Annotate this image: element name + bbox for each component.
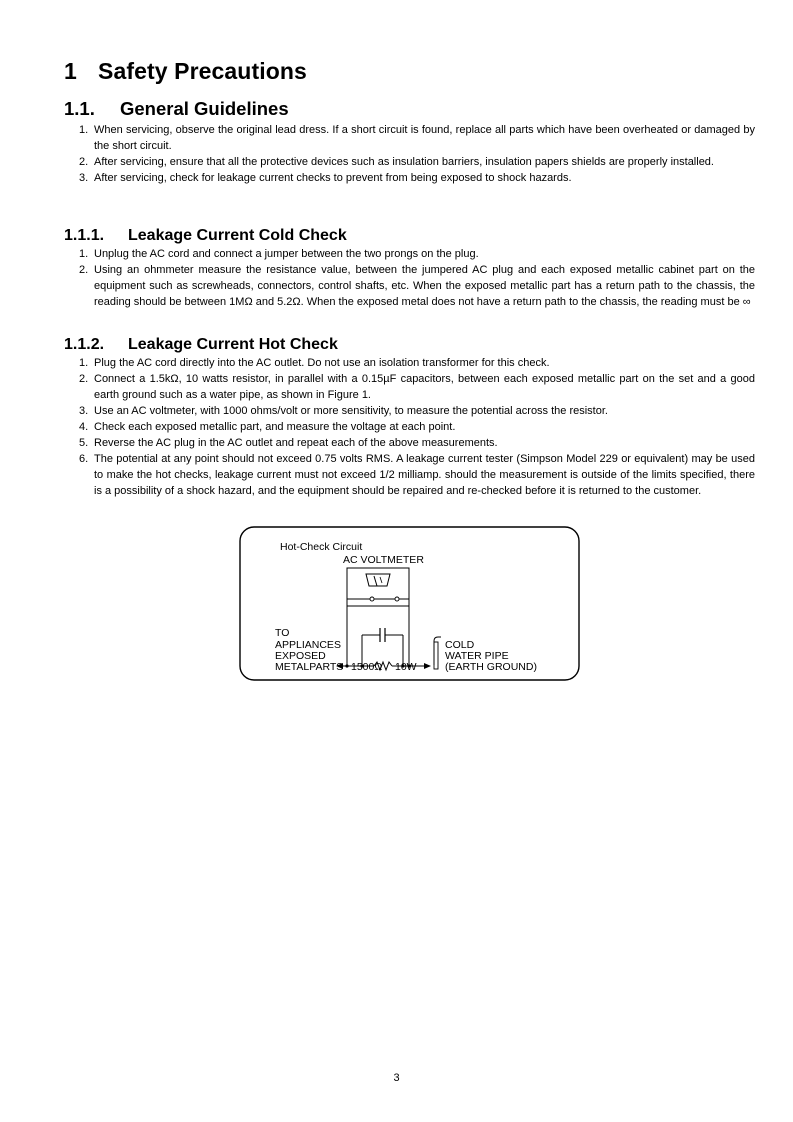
list-item: 5. Reverse the AC plug in the AC outlet and repeat each of the above measurements. bbox=[79, 437, 498, 449]
list-item: 6. The potential at any point should not exceed 0.75 volts RMS. A leakage current tester (Simpson Model 229 or equivalent) may be used to make the hot checks, leakage current must not exceed 1/2 milliamp. should the measurement is outside of the limits specified, there is a possibility of a shock hazard, and the equipment should be repaired and re-checked before it is returned to the customer. bbox=[79, 453, 755, 497]
cold-number: 1.1.1. bbox=[64, 227, 105, 244]
diagram-title: Hot-Check Circuit bbox=[280, 541, 363, 553]
general-guidelines-list bbox=[64, 122, 755, 186]
list-item: 2. Connect a 1.5kΩ, 10 watts resistor, in parallel with a 0.15µF capacitors, between each exposed metallic part on the set and a good earth ground such as a water pipe, as shown in Figure 1. bbox=[79, 373, 755, 401]
left-label-line-4: METALPARTS bbox=[275, 661, 344, 673]
general-guidelines-heading bbox=[64, 98, 289, 120]
left-label-line-2: APPLIANCES bbox=[275, 639, 341, 651]
cold-check-heading bbox=[64, 227, 347, 245]
right-label-line-3: (EARTH GROUND) bbox=[445, 661, 537, 673]
list-item: 2. Using an ohmmeter measure the resistance value, between the jumpered AC plug and each exposed metallic cabinet part on the equipment such as screwheads, connectors, control shafts, etc. When the exposed metallic part has a return path to the chassis, the reading should be between 1MΩ and 5.2Ω. When the exposed metal does not have a return path to the chassis, the reading must be ∞ bbox=[79, 264, 755, 308]
ground-probe-icon bbox=[434, 637, 441, 669]
right-arrow-icon bbox=[424, 663, 431, 669]
hot-check-heading bbox=[64, 336, 338, 354]
list-item: 4. Check each exposed metallic part, and measure the voltage at each point. bbox=[79, 421, 456, 433]
section-title: Safety Precautions bbox=[98, 58, 307, 84]
list-item: 1. When servicing, observe the original lead dress. If a short circuit is found, replace all parts which have been overheated or damaged by the short circuit. bbox=[79, 124, 755, 152]
meter-terminal-left bbox=[370, 597, 374, 601]
list-item: 2. After servicing, ensure that all the protective devices such as insulation barriers, insulation papers shields are properly installed. bbox=[79, 156, 714, 168]
right-label-line-2: WATER PIPE bbox=[445, 650, 509, 662]
resistor-value: 1500Ω bbox=[351, 661, 383, 673]
general-title: General Guidelines bbox=[120, 98, 289, 119]
left-label-line-3: EXPOSED bbox=[275, 650, 326, 662]
hot-title: Leakage Current Hot Check bbox=[128, 336, 338, 353]
list-item: 3. Use an AC voltmeter, with 1000 ohms/volt or more sensitivity, to measure the potential across the resistor. bbox=[79, 405, 608, 417]
meter-terminal-right bbox=[395, 597, 399, 601]
page-number: 3 bbox=[393, 1072, 400, 1084]
section-heading bbox=[64, 58, 307, 85]
hot-number: 1.1.2. bbox=[64, 336, 105, 353]
section-number: 1 bbox=[64, 58, 77, 84]
voltmeter-label: AC VOLTMETER bbox=[343, 554, 424, 566]
list-item: 1. Plug the AC cord directly into the AC outlet. Do not use an isolation transformer for this check. bbox=[79, 357, 550, 369]
list-item: 3. After servicing, check for leakage current checks to prevent from being exposed to shock hazards. bbox=[79, 172, 572, 184]
meter-dial-icon bbox=[366, 574, 390, 586]
list-item: 1. Unplug the AC cord and connect a jumper between the two prongs on the plug. bbox=[79, 248, 479, 260]
cold-title: Leakage Current Cold Check bbox=[128, 227, 347, 244]
left-label-line-1: TO bbox=[275, 627, 290, 639]
hot-check-list bbox=[64, 355, 755, 499]
general-number: 1.1. bbox=[64, 98, 95, 119]
hot-check-circuit-diagram bbox=[238, 525, 582, 683]
cold-check-list bbox=[64, 246, 755, 310]
right-label-line-1: COLD bbox=[445, 639, 475, 651]
resistor-wattage: 10W bbox=[395, 661, 417, 673]
